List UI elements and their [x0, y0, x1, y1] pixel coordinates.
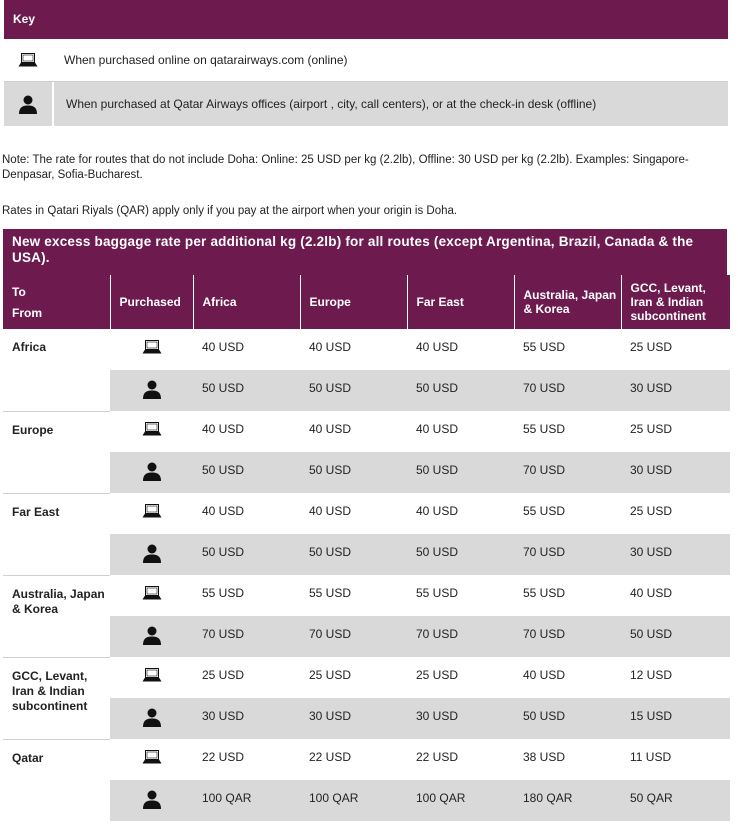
column-header: Australia, Japan & Korea [514, 275, 621, 329]
rate-cell [193, 780, 300, 821]
rate-value: 50 USD [309, 463, 352, 477]
column-header: Africa [193, 275, 300, 329]
rate-value: 180 QAR [523, 791, 573, 805]
rate-value: 30 USD [630, 381, 673, 395]
rate-cell [514, 698, 621, 739]
rate-cell [300, 657, 407, 698]
rate-value: 70 USD [416, 627, 459, 641]
rate-cell [407, 329, 514, 370]
rate-value: 100 QAR [202, 791, 252, 805]
rate-value: 55 USD [309, 586, 352, 600]
rate-value: 25 USD [416, 668, 459, 682]
purchased-header: Purchased [110, 275, 193, 329]
rate-cell [300, 575, 407, 616]
rate-value: 50 USD [416, 381, 459, 395]
rate-cell [621, 534, 730, 575]
rate-value: 25 USD [202, 668, 245, 682]
rate-cell [407, 534, 514, 575]
table-row [3, 698, 730, 739]
purchase-type-cell [110, 780, 193, 821]
person-icon [4, 82, 54, 126]
person-icon [142, 616, 162, 648]
rate-value: 55 USD [202, 586, 245, 600]
rate-cell [621, 370, 730, 411]
rate-value: 40 USD [202, 422, 245, 436]
rate-cell [514, 534, 621, 575]
purchase-type-cell [110, 739, 193, 780]
rate-value: 25 USD [630, 422, 673, 436]
rate-value: 40 USD [309, 422, 352, 436]
rate-cell [407, 739, 514, 780]
key-title: Key [4, 0, 728, 39]
table-row [3, 616, 730, 657]
key-offline-text: When purchased at Qatar Airways offices (airport , city, call centers), or at the check-in desk (offline) [54, 82, 728, 126]
rate-value: 70 USD [309, 627, 352, 641]
laptop-icon [142, 575, 162, 603]
rate-cell [300, 452, 407, 493]
rate-value: 40 USD [416, 340, 459, 354]
key-row-online [4, 39, 728, 82]
rate-cell [514, 493, 621, 534]
rate-cell [193, 411, 300, 452]
to-label: To [12, 284, 26, 299]
table-header-row [3, 275, 730, 329]
rate-value: 70 USD [202, 627, 245, 641]
rate-value: 70 USD [523, 627, 566, 641]
rate-value: 40 USD [416, 422, 459, 436]
from-region: Far East [3, 493, 110, 575]
rate-cell [407, 657, 514, 698]
rate-value: 100 QAR [416, 791, 466, 805]
rate-cell [193, 493, 300, 534]
table-row [3, 575, 730, 616]
key-row-offline [4, 82, 728, 126]
rate-cell [514, 780, 621, 821]
qar-note: Rates in Qatari Riyals (QAR) apply only if you pay at the airport when your origin is Doha. [2, 205, 458, 217]
rate-cell [300, 534, 407, 575]
purchase-type-cell [110, 616, 193, 657]
rate-value: 30 USD [416, 709, 459, 723]
person-icon [142, 452, 162, 484]
rate-cell [193, 329, 300, 370]
rate-cell [407, 493, 514, 534]
purchase-type-cell [110, 452, 193, 493]
column-header: Europe [300, 275, 407, 329]
rate-value: 50 USD [202, 545, 245, 559]
rate-value: 50 USD [309, 381, 352, 395]
rate-value: 22 USD [309, 750, 352, 764]
rate-cell [300, 411, 407, 452]
rate-value: 25 USD [630, 504, 673, 518]
rate-value: 55 USD [523, 340, 566, 354]
purchase-type-cell [110, 329, 193, 370]
rate-value: 50 USD [202, 381, 245, 395]
rate-cell [407, 452, 514, 493]
rate-cell [300, 698, 407, 739]
rate-value: 40 USD [309, 340, 352, 354]
rate-cell [407, 370, 514, 411]
rate-cell [193, 534, 300, 575]
purchase-type-cell [110, 534, 193, 575]
purchase-type-cell [110, 657, 193, 698]
rate-value: 50 USD [202, 463, 245, 477]
laptop-icon [4, 39, 52, 81]
rate-value: 70 USD [523, 463, 566, 477]
rate-cell [514, 575, 621, 616]
rate-cell [300, 616, 407, 657]
rate-value: 70 USD [523, 545, 566, 559]
rate-cell [300, 493, 407, 534]
rate-cell [193, 575, 300, 616]
laptop-icon [142, 329, 162, 357]
table-row [3, 534, 730, 575]
rate-value: 40 USD [202, 504, 245, 518]
purchase-type-cell [110, 493, 193, 534]
rate-cell [193, 616, 300, 657]
rate-cell [193, 370, 300, 411]
rate-value: 40 USD [523, 668, 566, 682]
rate-value: 50 USD [523, 709, 566, 723]
rate-value: 40 USD [630, 586, 673, 600]
rate-value: 55 USD [523, 504, 566, 518]
purchase-type-cell [110, 370, 193, 411]
rate-value: 40 USD [202, 340, 245, 354]
from-region: GCC, Levant, Iran & Indian subcontinent [3, 657, 110, 739]
rate-cell [621, 657, 730, 698]
rate-cell [514, 329, 621, 370]
laptop-icon [142, 657, 162, 685]
rate-cell [300, 739, 407, 780]
rate-value: 100 QAR [309, 791, 359, 805]
rate-cell [621, 698, 730, 739]
rate-value: 30 USD [202, 709, 245, 723]
rate-value: 22 USD [416, 750, 459, 764]
column-header: GCC, Levant, Iran & Indian subcontinent [621, 275, 730, 329]
table-row [3, 657, 730, 698]
rate-cell [514, 370, 621, 411]
rate-cell [514, 657, 621, 698]
rate-value: 25 USD [630, 340, 673, 354]
person-icon [142, 698, 162, 730]
rate-value: 22 USD [202, 750, 245, 764]
rate-value: 55 USD [523, 422, 566, 436]
rate-value: 50 USD [309, 545, 352, 559]
rate-cell [193, 452, 300, 493]
rate-value: 11 USD [630, 750, 672, 764]
rate-value: 30 USD [309, 709, 352, 723]
rate-value: 25 USD [309, 668, 352, 682]
rate-cell [300, 329, 407, 370]
rate-cell [407, 575, 514, 616]
rate-value: 50 USD [630, 627, 673, 641]
rate-value: 38 USD [523, 750, 566, 764]
rate-value: 12 USD [630, 668, 673, 682]
rate-cell [407, 698, 514, 739]
laptop-icon [142, 493, 162, 521]
rate-value: 50 USD [416, 545, 459, 559]
rate-value: 30 USD [630, 545, 673, 559]
rate-value: 55 USD [523, 586, 566, 600]
table-row [3, 452, 730, 493]
rate-cell [621, 780, 730, 821]
rate-cell [300, 370, 407, 411]
purchase-type-cell [110, 411, 193, 452]
table-row [3, 739, 730, 780]
rate-cell [407, 780, 514, 821]
table-row [3, 780, 730, 821]
rate-value: 70 USD [523, 381, 566, 395]
rate-cell [407, 411, 514, 452]
key-online-text: When purchased online on qatarairways.com (online) [64, 53, 348, 67]
rate-value: 40 USD [309, 504, 352, 518]
rate-value: 30 USD [630, 463, 673, 477]
rate-cell [514, 411, 621, 452]
from-region: Africa [12, 340, 47, 354]
person-icon [142, 534, 162, 566]
table-row [3, 329, 730, 370]
from-label: From [12, 305, 42, 320]
table-title: New excess baggage rate per additional kg (2.2lb) for all routes (except Argentina, Brazil, Canada & the USA). [3, 229, 727, 280]
to-from-header [3, 275, 110, 329]
laptop-icon [142, 739, 162, 767]
table-row [3, 370, 730, 411]
key-panel [4, 0, 728, 126]
purchase-type-cell [110, 575, 193, 616]
from-region: Australia, Japan & Korea [3, 575, 110, 657]
rate-cell [407, 616, 514, 657]
rate-cell [514, 452, 621, 493]
rate-cell [300, 780, 407, 821]
rate-value: 50 USD [416, 463, 459, 477]
rate-cell [621, 411, 730, 452]
rate-cell [193, 739, 300, 780]
rate-cell [193, 698, 300, 739]
rates-table [3, 275, 730, 821]
rate-cell [621, 452, 730, 493]
rate-cell [621, 575, 730, 616]
from-region: Qatar [3, 739, 110, 821]
table-row [3, 493, 730, 534]
rate-cell [621, 616, 730, 657]
from-region: Europe [3, 411, 110, 493]
rate-cell [621, 329, 730, 370]
rate-note: Note: The rate for routes that do not include Doha: Online: 25 USD per kg (2.2lb), Offline: 30 USD per kg (2.2lb). Examples: Singapore-Denpasar, Sofia-Bucharest. [2, 154, 689, 181]
rate-cell [193, 657, 300, 698]
rate-value: 50 QAR [630, 791, 673, 805]
purchase-type-cell [110, 698, 193, 739]
person-icon [142, 780, 162, 812]
laptop-icon [142, 411, 162, 439]
rate-value: 55 USD [416, 586, 459, 600]
column-header: Far East [407, 275, 514, 329]
rate-cell [621, 493, 730, 534]
rate-value: 40 USD [416, 504, 459, 518]
person-icon [142, 370, 162, 402]
rate-cell [621, 739, 730, 780]
rate-cell [514, 739, 621, 780]
rate-cell [514, 616, 621, 657]
rate-value: 15 USD [630, 709, 673, 723]
table-row [3, 411, 730, 452]
